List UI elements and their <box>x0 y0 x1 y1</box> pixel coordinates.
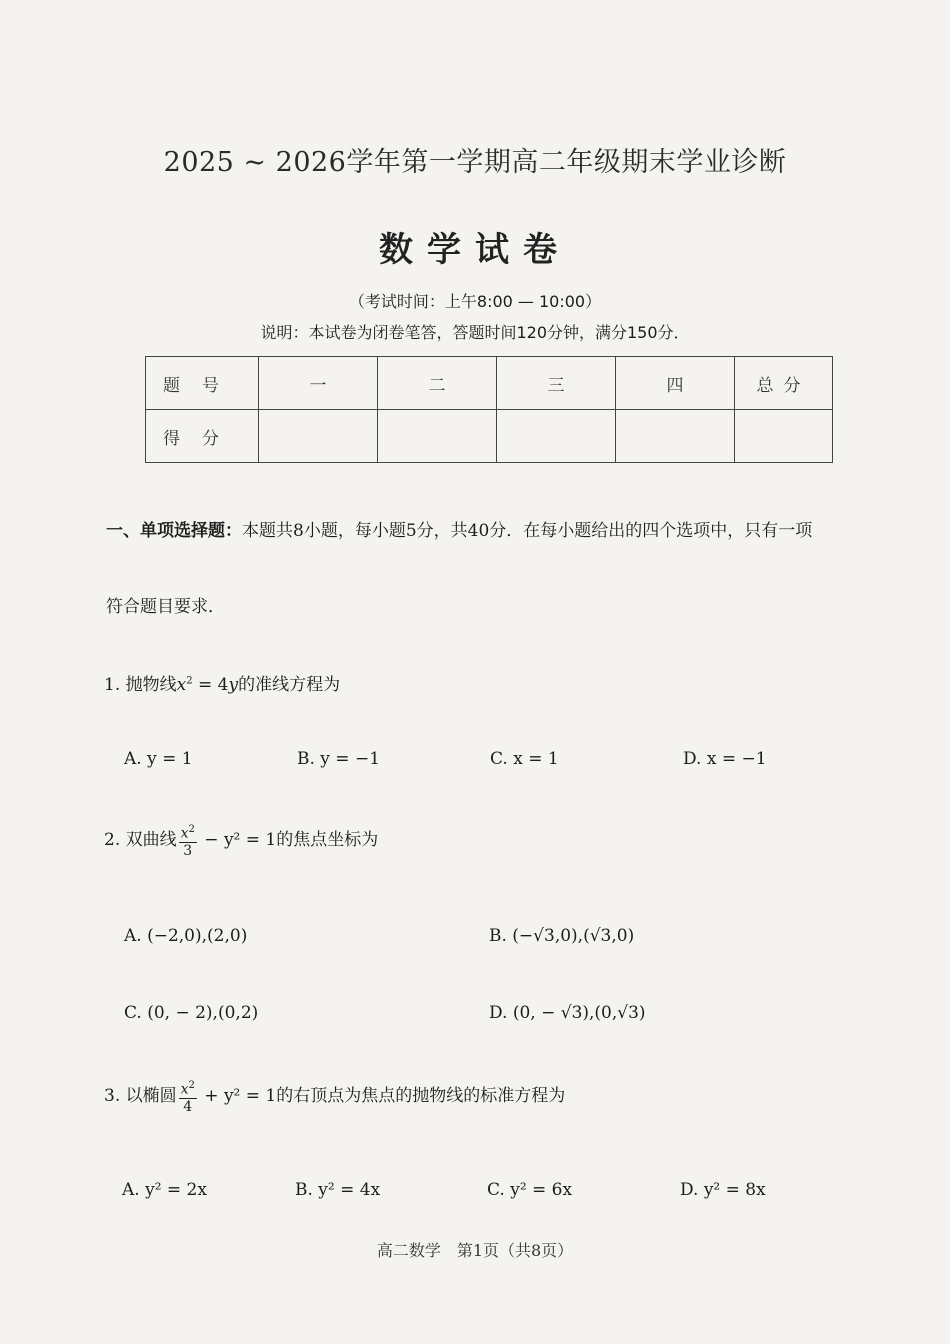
q3-option-c[interactable]: C. y² = 6x <box>487 1180 573 1200</box>
q1-option-b[interactable]: B. y = −1 <box>297 749 381 769</box>
section-1-text-cont: 符合题目要求． <box>106 597 225 617</box>
score-table-cell: 四 <box>616 357 735 410</box>
exam-time: （考试时间：上午8:00 — 10:00） <box>348 292 602 311</box>
q1-option-a[interactable]: A. y = 1 <box>124 749 193 769</box>
exam-instructions: 说明：本试卷为闭卷笔答，答题时间120分钟，满分150分． <box>260 323 690 342</box>
q2-option-a[interactable]: A. (−2,0),(2,0) <box>124 926 248 946</box>
q1-var-x: x <box>176 675 187 695</box>
q2-fraction: $\frac{x^2}{3}$ <box>180 824 195 859</box>
score-input-cell[interactable] <box>378 410 497 463</box>
q2-suffix: 的焦点坐标为 <box>276 829 379 850</box>
q3-fraction: $\frac{x^2}{4}$ <box>180 1080 195 1115</box>
section-1-text: 本题共8小题，每小题5分，共40分．在每小题给出的四个选项中，只有一项 <box>242 521 813 541</box>
question-2 <box>104 822 378 859</box>
score-table <box>145 356 833 463</box>
q3-suffix: 的右顶点为焦点的抛物线的标准方程为 <box>276 1085 566 1106</box>
q3-option-a[interactable]: A. y² = 2x <box>122 1180 207 1200</box>
q3-eq: + y² = 1 <box>198 1085 277 1106</box>
score-input-cell[interactable] <box>259 410 378 463</box>
q2-eq: − y² = 1 <box>198 829 277 850</box>
question-3 <box>104 1078 565 1115</box>
exam-header-line: 2025 ~ 2026学年第一学期高二年级期末学业诊断 <box>163 147 787 178</box>
q1-var-y: y <box>228 675 239 695</box>
q2-option-d[interactable]: D. (0, − √3),(0,√3) <box>489 1003 646 1023</box>
q2-option-c[interactable]: C. (0, − 2),(0,2) <box>124 1003 259 1023</box>
score-table-cell: 二 <box>378 357 497 410</box>
q2-option-b[interactable]: B. (−√3,0),(√3,0) <box>489 926 635 946</box>
score-input-cell[interactable] <box>616 410 735 463</box>
q1-option-c[interactable]: C. x = 1 <box>490 749 559 769</box>
q1-suffix: 的准线方程为 <box>238 675 341 695</box>
q1-eq: = 4 <box>192 675 229 695</box>
q1-option-d[interactable]: D. x = −1 <box>683 749 767 769</box>
score-table-cell: 一 <box>259 357 378 410</box>
q3-option-b[interactable]: B. y² = 4x <box>295 1180 381 1200</box>
score-table-cell: 总分 <box>735 357 833 410</box>
score-input-cell[interactable] <box>497 410 616 463</box>
score-table-score-row <box>146 410 833 463</box>
paper-title: 数学试卷 <box>379 230 571 270</box>
section-1-intro <box>106 517 886 621</box>
score-table-header-row <box>146 357 833 410</box>
score-table-cell: 三 <box>497 357 616 410</box>
page-footer: 高二数学 第1页（共8页） <box>376 1241 574 1260</box>
score-table-cell: 题号 <box>146 357 259 410</box>
score-row-label: 得分 <box>146 410 259 463</box>
q3-option-d[interactable]: D. y² = 8x <box>680 1180 766 1200</box>
q3-prefix: 3. 以椭圆 <box>104 1085 177 1106</box>
score-input-cell[interactable] <box>735 410 833 463</box>
q2-prefix: 2. 双曲线 <box>104 829 177 850</box>
question-1 <box>104 670 340 695</box>
q1-prefix: 1. 抛物线 <box>104 675 177 695</box>
section-1-lead: 一、单项选择题： <box>106 521 242 541</box>
q1-exp: 2 <box>186 675 193 687</box>
